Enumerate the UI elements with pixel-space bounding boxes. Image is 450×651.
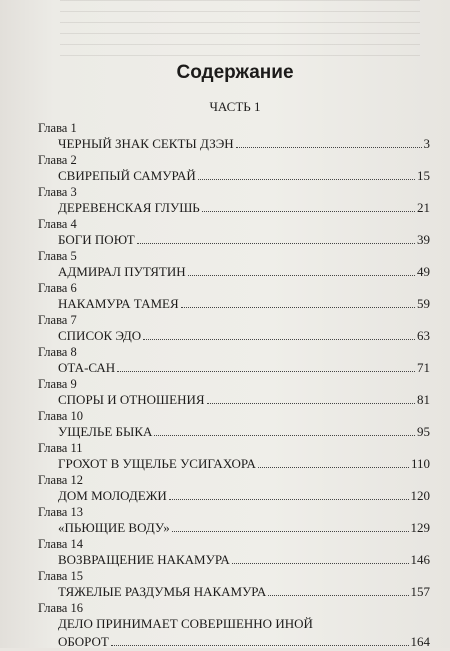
chapter-label: Глава 10 [38,409,83,423]
chapter-label: Глава 13 [38,505,83,519]
chapter-title: ВОЗВРАЩЕНИЕ НАКАМУРА [58,552,230,567]
chapter-title: ДОМ МОЛОДЕЖИ [58,488,167,503]
chapter-label: Глава 4 [38,217,77,231]
chapter-title: ЧЕРНЫЙ ЗНАК СЕКТЫ ДЗЭН [58,136,234,151]
toc-chapter [38,441,430,473]
chapter-label: Глава 9 [38,377,77,391]
chapter-label: Глава 3 [38,185,77,199]
toc-entry [58,327,430,345]
dot-leader [258,467,409,468]
toc-entry [58,359,430,377]
chapter-label: Глава 7 [38,313,77,327]
chapter-title: СПОРЫ И ОТНОШЕНИЯ [58,392,205,407]
chapter-label: Глава 2 [38,153,77,167]
dot-leader [188,275,415,276]
toc-entry [58,295,430,313]
chapter-label: Глава 15 [38,569,83,583]
toc-entry [58,487,430,505]
page-number: 95 [417,424,430,439]
toc-entry [58,231,430,249]
dot-leader [181,307,415,308]
table-of-contents [38,121,430,651]
page-number: 81 [417,392,430,407]
page-number: 15 [417,168,430,183]
toc-chapter [38,409,430,441]
dot-leader [236,147,422,148]
toc-entry [58,135,430,153]
chapter-title: ГРОХОТ В УЩЕЛЬЕ УСИГАХОРА [58,456,256,471]
toc-entry [58,615,430,651]
page-number: 59 [417,296,430,311]
chapter-title: ТЯЖЕЛЫЕ РАЗДУМЬЯ НАКАМУРА [58,584,267,599]
toc-entry [58,519,430,537]
chapter-label: Глава 5 [38,249,77,263]
dot-leader [143,339,415,340]
chapter-label: Глава 1 [38,121,77,135]
dot-leader [154,435,415,436]
dot-leader [172,531,409,532]
toc-entry [58,583,430,601]
dot-leader [137,243,415,244]
toc-entry [58,391,430,409]
chapter-title: НАКАМУРА ТАМЕЯ [58,296,179,311]
toc-chapter [38,185,430,217]
toc-chapter [38,377,430,409]
toc-chapter [38,249,430,281]
page-number: 49 [417,264,430,279]
dot-leader [268,595,408,596]
toc-chapter [38,313,430,345]
part-heading: ЧАСТЬ 1 [209,99,261,114]
page-number: 21 [417,200,430,215]
chapter-label: Глава 12 [38,473,83,487]
toc-entry [58,423,430,441]
dot-leader [169,499,409,500]
toc-entry [58,199,430,217]
chapter-title-line1: ДЕЛО ПРИНИМАЕТ СОВЕРШЕННО ИНОЙ [58,616,313,631]
chapter-title: АДМИРАЛ ПУТЯТИН [58,264,186,279]
chapter-label: Глава 6 [38,281,77,295]
toc-chapter [38,345,430,377]
page-number: 3 [423,136,430,151]
dot-leader [207,403,415,404]
chapter-title: БОГИ ПОЮТ [58,232,135,247]
page-number: 129 [410,520,430,535]
page-number: 110 [410,456,430,471]
dot-leader [198,179,415,180]
toc-entry [58,455,430,473]
chapter-title: СПИСОК ЭДО [58,328,142,343]
toc-entry [58,551,430,569]
page-number: 157 [410,584,430,599]
chapter-title: ДЕРЕВЕНСКАЯ ГЛУШЬ [58,200,200,215]
toc-chapter [38,153,430,185]
page-title: Содержание [176,62,294,83]
toc-chapter [38,121,430,153]
page-number: 164 [410,634,430,649]
bleed-through-text [60,0,420,60]
toc-entry [58,167,430,185]
chapter-label: Глава 16 [38,601,83,615]
page-number: 146 [410,552,430,567]
chapter-label: Глава 11 [38,441,83,455]
chapter-title: ОТА-САН [58,360,116,375]
toc-chapter [38,537,430,569]
chapter-label: Глава 8 [38,345,77,359]
toc-chapter [38,281,430,313]
toc-chapter [38,601,430,651]
page-number: 63 [417,328,430,343]
toc-entry [58,263,430,281]
chapter-title: СВИРЕПЫЙ САМУРАЙ [58,168,196,183]
page-number: 71 [417,360,430,375]
chapter-title: «ПЬЮЩИЕ ВОДУ» [58,520,170,535]
dot-leader [202,211,415,212]
toc-chapter [38,217,430,249]
dot-leader [117,371,415,372]
chapter-title: УЩЕЛЬЕ БЫКА [58,424,153,439]
chapter-title-line2: ОБОРОТ [58,634,109,649]
dot-leader [111,645,409,646]
chapter-label: Глава 14 [38,537,83,551]
toc-chapter [38,473,430,505]
page-number: 120 [410,488,430,503]
toc-chapter [38,505,430,537]
toc-chapter [38,569,430,601]
dot-leader [232,563,409,564]
page-number: 39 [417,232,430,247]
